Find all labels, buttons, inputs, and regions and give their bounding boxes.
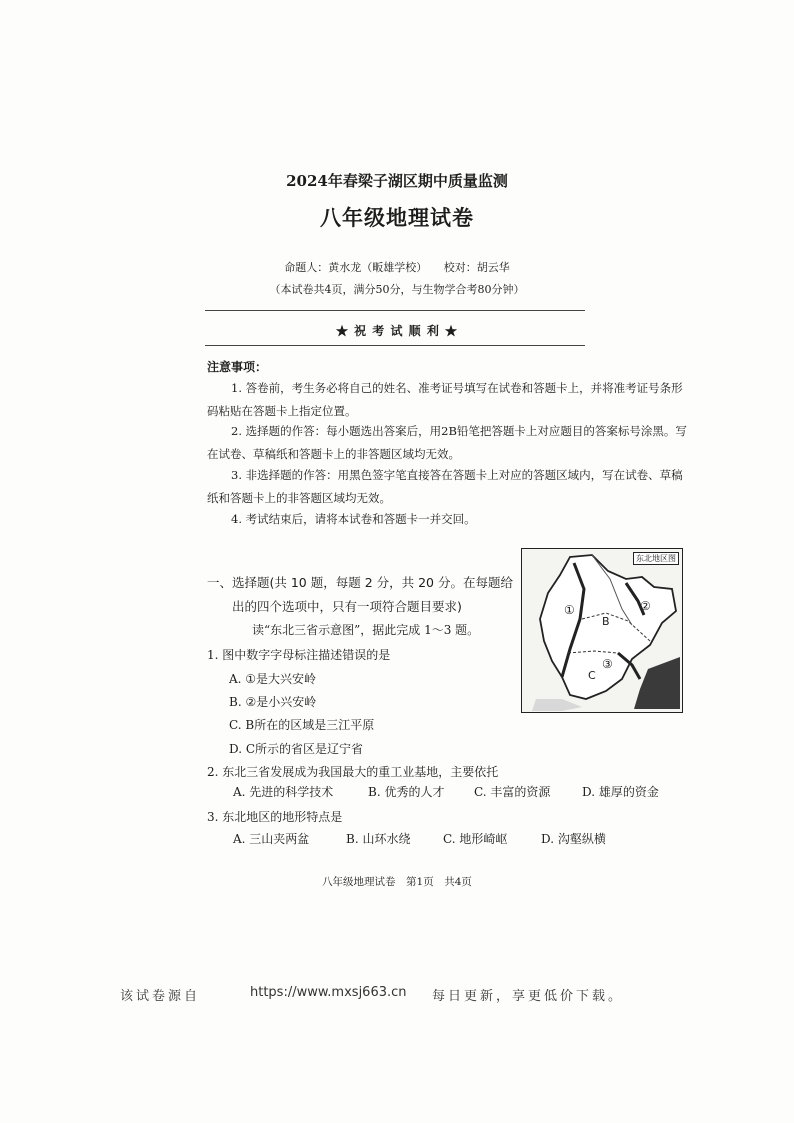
question-2-stem: 2. 东北三省发展成为我国最大的重工业基地，主要依托 (207, 765, 499, 779)
page-footer: 八年级地理试卷 第1页 共4页 (322, 876, 472, 888)
question-2-option-d: D. 雄厚的资金 (582, 785, 659, 799)
exam-wish: ★ 祝 考 试 顺 利 ★ (335, 324, 459, 338)
question-3-option-b: B. 山环水绕 (346, 832, 411, 846)
map-label-1: ① (564, 603, 575, 617)
map-label-2: ② (640, 599, 651, 613)
map-label-c: C (588, 669, 596, 682)
section-heading: 一、选择题(共 10 题，每题 2 分，共 20 分。在每题给 (207, 575, 513, 590)
question-1-stem: 1. 图中数字字母标注描述错误的是 (207, 648, 391, 662)
question-1-option-d: D. C所示的省区是辽宁省 (229, 742, 364, 756)
note-item: 2. 选择题的作答：每小题选出答案后，用2B铅笔把答题卡上对应题目的答案标号涂黑。写在试卷、草稿纸和答题卡上的非答题区域均无效。 (207, 424, 687, 461)
question-1-option-a: A. ①是大兴安岭 (229, 672, 317, 686)
exam-authors: 命题人：黄水龙（畈雄学校） 校对：胡云华 (284, 261, 510, 274)
question-3-option-d: D. 沟壑纵横 (541, 832, 606, 846)
note-item: 4. 考试结束后，请将本试卷和答题卡一并交回。 (231, 512, 476, 526)
northeast-map-figure (521, 548, 683, 713)
question-2-option-c: C. 丰富的资源 (474, 785, 551, 799)
question-1-option-b: B. ②是小兴安岭 (229, 695, 317, 709)
source-link[interactable]: https://www.mxsj663.cn (250, 985, 407, 1000)
reading-instruction: 读“东北三省示意图”，据此完成 1～3 题。 (252, 623, 480, 637)
divider-top (205, 310, 585, 311)
question-3-stem: 3. 东北地区的地形特点是 (207, 810, 343, 824)
question-2-option-a: A. 先进的科学技术 (233, 785, 334, 799)
section-heading-cont: 出的四个选项中，只有一项符合题目要求) (232, 599, 462, 614)
source-suffix: 每日更新，享更低价下载。 (432, 989, 625, 1004)
question-1-option-c: C. B所在的区域是三江平原 (229, 718, 375, 732)
note-item: 1. 答卷前，考生务必将自己的姓名、准考证号填写在试卷和答题卡上，并将准考证号条形码粘贴在答题卡上指定位置。 (207, 381, 683, 418)
question-2-option-b: B. 优秀的人才 (368, 785, 445, 799)
notes-heading: 注意事项： (207, 360, 268, 374)
question-3-option-c: C. 地形崎岖 (443, 832, 508, 846)
map-title: 东北地区图 (633, 552, 679, 565)
northeast-map-svg (522, 549, 682, 712)
divider-bottom (205, 345, 585, 346)
note-item: 3. 非选择题的作答：用黑色签字笔直接答在答题卡上对应的答题区域内，写在试卷、草稿纸和答题卡上的非答题区域均无效。 (207, 468, 683, 505)
question-3-option-a: A. 三山夹两盆 (233, 832, 310, 846)
source-prefix: 该试卷源自 (120, 989, 201, 1004)
map-label-3: ③ (602, 657, 613, 671)
exam-title: 2024年春梁子湖区期中质量监测 (286, 172, 508, 190)
map-label-b: B (602, 615, 610, 628)
exam-subtitle: 八年级地理试卷 (320, 205, 474, 230)
exam-info: （本试卷共4页，满分50分，与生物学合考80分钟） (269, 283, 525, 296)
